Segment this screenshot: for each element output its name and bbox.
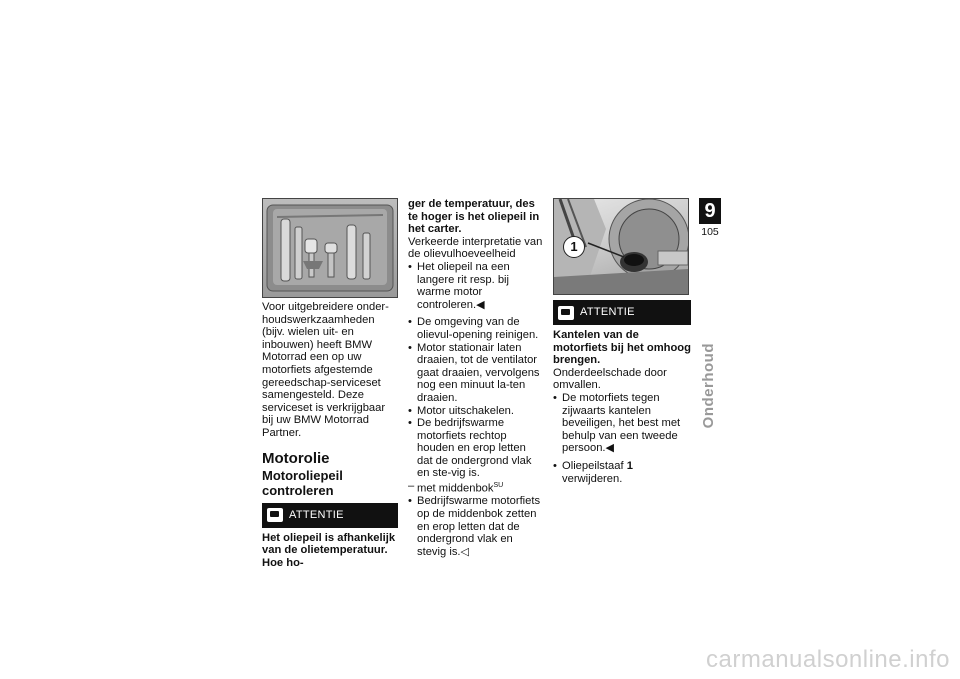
warning-text: Kantelen van de motorfiets bij het omhoog brengen.: [553, 329, 691, 367]
list-item: [553, 460, 691, 485]
list-item-text: Oliepeilstaaf: [562, 459, 627, 472]
attention-label: ATTENTIE: [289, 508, 344, 521]
warning-text: Het oliepeil is afhankelijk van de olietemperatuur. Hoe ho-: [262, 531, 396, 569]
subsection-heading: Motoroliepeil controleren: [262, 467, 343, 498]
dash-item-text: met middenbok: [417, 482, 494, 495]
toolkit-illustration: [263, 199, 397, 297]
attention-banner: [553, 300, 691, 325]
list-item: • Bedrijfswarme motorfiets op de middenbok zetten en erop letten dat de ondergrond vlak en stevig is.◁: [408, 495, 544, 558]
attention-banner: [262, 503, 398, 528]
list-item: • Motor uitschakelen.: [408, 405, 544, 418]
warning-text-continued: ger de temperatuur, des te hoger is het oliepeil in het carter.: [408, 198, 540, 236]
section-heading: Motorolie: [262, 449, 330, 467]
list-item: • Motor stationair laten draaien, tot de ventilator gaat draaien, vervolgens nog een minuut la-ten draaien.: [408, 342, 544, 405]
intro-text: Voor uitgebreidere onder-houdswerkzaamheden (bijv. wielen uit- en inbouwen) heeft BMW Motorrad een op uw motorfiets afgestemde gereedschap-serviceset samengesteld. Deze serviceset is verkrijgbaar bij uw BMW Motorrad Partner.: [262, 301, 389, 439]
superscript-su: SU: [493, 482, 504, 490]
chapter-title: Onderhoud: [700, 343, 717, 429]
list-item: • De bedrijfswarme motorfiets rechtop houden en erop letten dat de ondergrond vlak en ste-vig is.: [408, 417, 544, 480]
callout-label-1: 1: [563, 236, 585, 258]
watermark: carmanualsonline.info: [706, 646, 950, 673]
consequence-text: Onderdeelschade door omvallen.: [553, 366, 667, 392]
column-2: [408, 198, 544, 558]
list-item: • De motorfiets tegen zijwaarts kantelen beveiligen, het best met behulp van een tweede persoon.◀: [553, 392, 691, 455]
part-number: 1: [626, 459, 633, 472]
chapter-number: 9: [699, 198, 721, 224]
list-item-text: verwijderen.: [562, 472, 623, 485]
page-number: 105: [701, 226, 719, 238]
column-3: [553, 198, 691, 485]
consequence-text: Verkeerde interpretatie van de olievulhoeveelheid: [408, 235, 543, 261]
list-item: • Het oliepeil na een langere rit resp. bij warme motor controleren.◀: [408, 261, 544, 311]
warning-icon: [267, 508, 283, 522]
list-item: • De omgeving van de olievul-opening reinigen.: [408, 316, 544, 341]
column-1: [262, 198, 398, 569]
warning-icon: [558, 306, 574, 320]
engine-dipstick-photo: [553, 198, 689, 295]
dash-item: [408, 480, 544, 495]
attention-label: ATTENTIE: [580, 306, 635, 319]
service-toolkit-photo: [262, 198, 398, 298]
